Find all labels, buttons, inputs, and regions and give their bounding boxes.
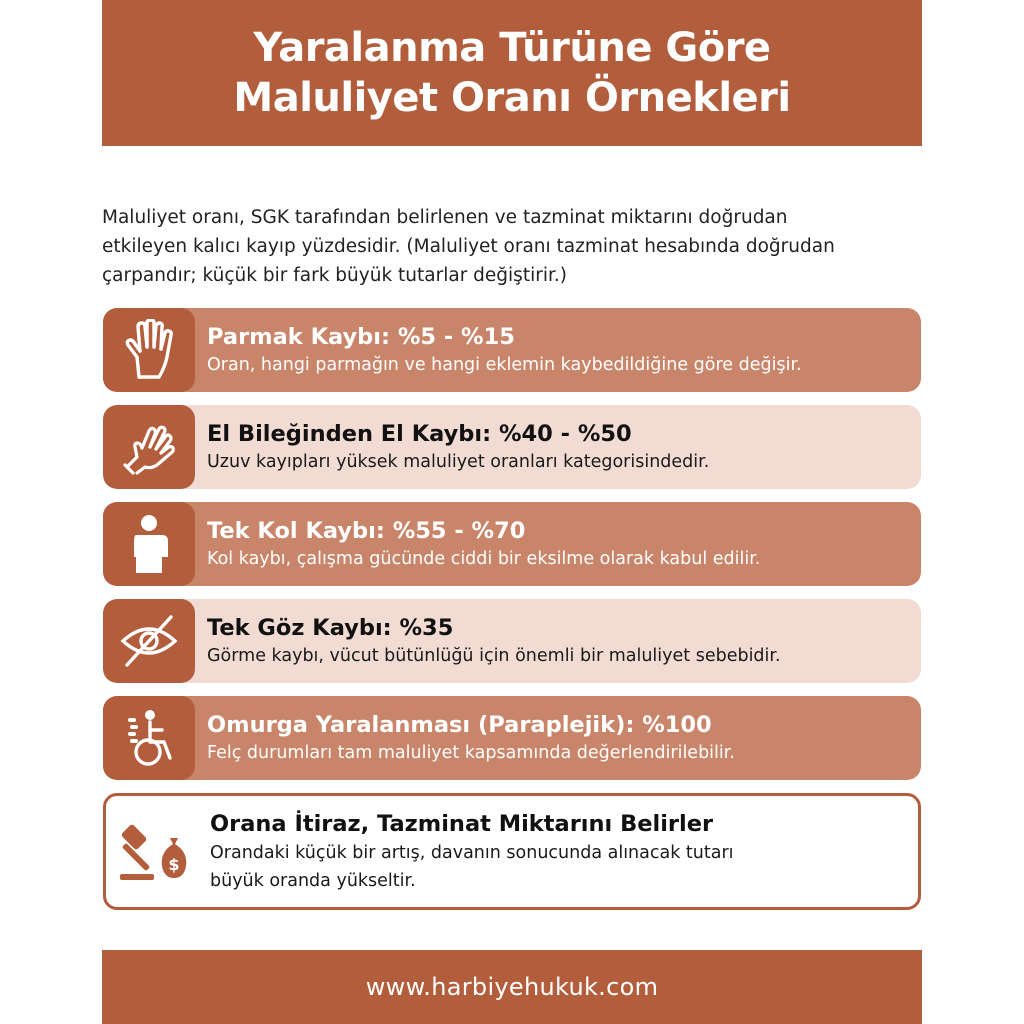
card-description: Felç durumları tam maluliyet kapsamında değerlendirilebilir.: [207, 743, 735, 763]
card-description: Oran, hangi parmağın ve hangi eklemin kaybedildiğine göre değişir.: [207, 355, 802, 375]
card-description-line-1: Orandaki küçük bir artış, davanın sonucunda alınacak tutarı: [210, 842, 734, 863]
card-title: Tek Kol Kaybı: %55 - %70: [207, 518, 526, 544]
intro-line-1: Maluliyet oranı, SGK tarafından belirlenen ve tazminat miktarını doğrudan: [102, 207, 788, 228]
card-title: Omurga Yaralanması (Paraplejik): %100: [207, 712, 712, 738]
card-title: Orana İtiraz, Tazminat Miktarını Belirler: [210, 810, 714, 837]
card-title: El Bileğinden El Kaybı: %40 - %50: [207, 421, 632, 447]
footer-banner: [102, 950, 922, 1024]
card-arm-loss: [103, 502, 921, 586]
page-title-line-2: Maluliyet Oranı Örnekleri: [233, 75, 791, 121]
card-objection: [103, 793, 921, 910]
card-finger-loss: [103, 308, 921, 392]
hand-icon: [103, 308, 195, 392]
glove-icon: [103, 405, 195, 489]
svg-text:$: $: [168, 854, 180, 874]
person-icon: [103, 502, 195, 586]
card-description-line-2: büyük oranda yükseltir.: [210, 870, 416, 891]
card-eye-loss: [103, 599, 921, 683]
card-description: Görme kaybı, vücut bütünlüğü için önemli bir maluliyet sebebidir.: [207, 646, 781, 666]
intro-line-3: çarpandır; küçük bir fark büyük tutarlar değiştirir.): [102, 265, 567, 286]
card-description: Uzuv kayıpları yüksek maluliyet oranları kategorisindedir.: [207, 452, 710, 472]
wheelchair-icon: [103, 696, 195, 780]
website-link[interactable]: www.harbiyehukuk.com: [365, 973, 659, 1001]
card-hand-loss: [103, 405, 921, 489]
page-title-line-1: Yaralanma Türüne Göre: [253, 25, 771, 71]
gavel-money-icon: [106, 796, 198, 907]
eye-crossed-icon: [103, 599, 195, 683]
card-title: Tek Göz Kaybı: %35: [207, 615, 454, 641]
header-banner: [102, 0, 922, 146]
card-spine-injury: [103, 696, 921, 780]
card-title: Parmak Kaybı: %5 - %15: [207, 324, 515, 350]
intro-line-2: etkileyen kalıcı kayıp yüzdesidir. (Maluliyet oranı tazminat hesabında doğrudan: [102, 236, 835, 257]
card-description: Kol kaybı, çalışma gücünde ciddi bir eksilme olarak kabul edilir.: [207, 549, 761, 569]
intro-paragraph: [102, 203, 924, 290]
